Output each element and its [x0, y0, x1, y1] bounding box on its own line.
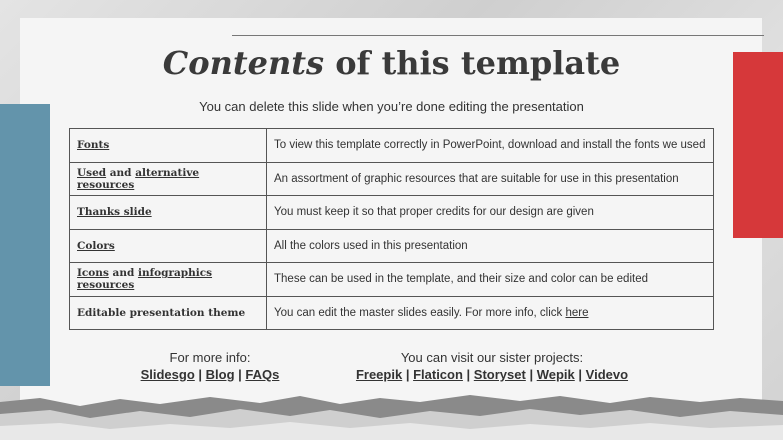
slidesgo-link[interactable]: Slidesgo	[140, 367, 195, 382]
top-rule	[232, 35, 764, 36]
page-subtitle: You can delete this slide when you’re done editing the presentation	[199, 99, 584, 114]
blue-accent-bar	[0, 104, 50, 386]
key-link: Thanks slide	[77, 206, 152, 219]
row-key[interactable]: Icons and infographics resources	[70, 263, 267, 297]
key-link: alternative resources	[77, 166, 200, 191]
key-link: Fonts	[77, 139, 110, 152]
key-link: Icons	[77, 267, 109, 280]
key-link: infographics resources	[77, 267, 213, 292]
title-italic: Contents	[162, 44, 325, 82]
key-link: Colors	[77, 239, 115, 252]
table-row	[70, 129, 714, 163]
videvo-link[interactable]: Videvo	[585, 367, 629, 382]
torn-paper-edge	[0, 380, 783, 440]
storyset-link[interactable]: Storyset	[473, 367, 526, 382]
key-link: Used	[77, 166, 107, 179]
table-row	[70, 162, 714, 196]
more-info-footer: For more info: Slidesgo | Blog | FAQs	[110, 349, 310, 383]
row-key[interactable]	[70, 129, 267, 163]
row-key[interactable]: Used and alternative resources	[70, 162, 267, 196]
wepik-link[interactable]: Wepik	[536, 367, 575, 382]
table-row	[70, 229, 714, 263]
contents-table	[69, 128, 714, 330]
flaticon-link[interactable]: Flaticon	[413, 367, 463, 382]
sister-projects-label: You can visit our sister projects:	[400, 350, 584, 365]
row-key: Editable presentation theme	[70, 296, 267, 330]
more-info-label: For more info:	[169, 350, 251, 365]
blog-link[interactable]: Blog	[205, 367, 235, 382]
row-key[interactable]	[70, 229, 267, 263]
row-value: These can be used in the template, and their size and color can be edited	[267, 263, 714, 297]
freepik-link[interactable]: Freepik	[355, 367, 403, 382]
row-value: You can edit the master slides easily. For more info, click here	[267, 296, 714, 330]
row-key[interactable]	[70, 196, 267, 230]
row-value: All the colors used in this presentation	[267, 229, 714, 263]
row-value: To view this template correctly in PowerPoint, download and install the fonts we used	[267, 129, 714, 163]
row-value: You must keep it so that proper credits for our design are given	[267, 196, 714, 230]
table-row	[70, 263, 714, 297]
here-link[interactable]: here	[565, 306, 589, 319]
faqs-link[interactable]: FAQs	[245, 367, 280, 382]
title-rest: of this template	[324, 44, 621, 82]
row-value: An assortment of graphic resources that are suitable for use in this presentation	[267, 162, 714, 196]
sister-projects-footer: You can visit our sister projects: Freepik | Flaticon | Storyset | Wepik | Videvo	[330, 349, 654, 383]
page-title	[0, 44, 783, 82]
table-row	[70, 296, 714, 330]
table-row	[70, 196, 714, 230]
